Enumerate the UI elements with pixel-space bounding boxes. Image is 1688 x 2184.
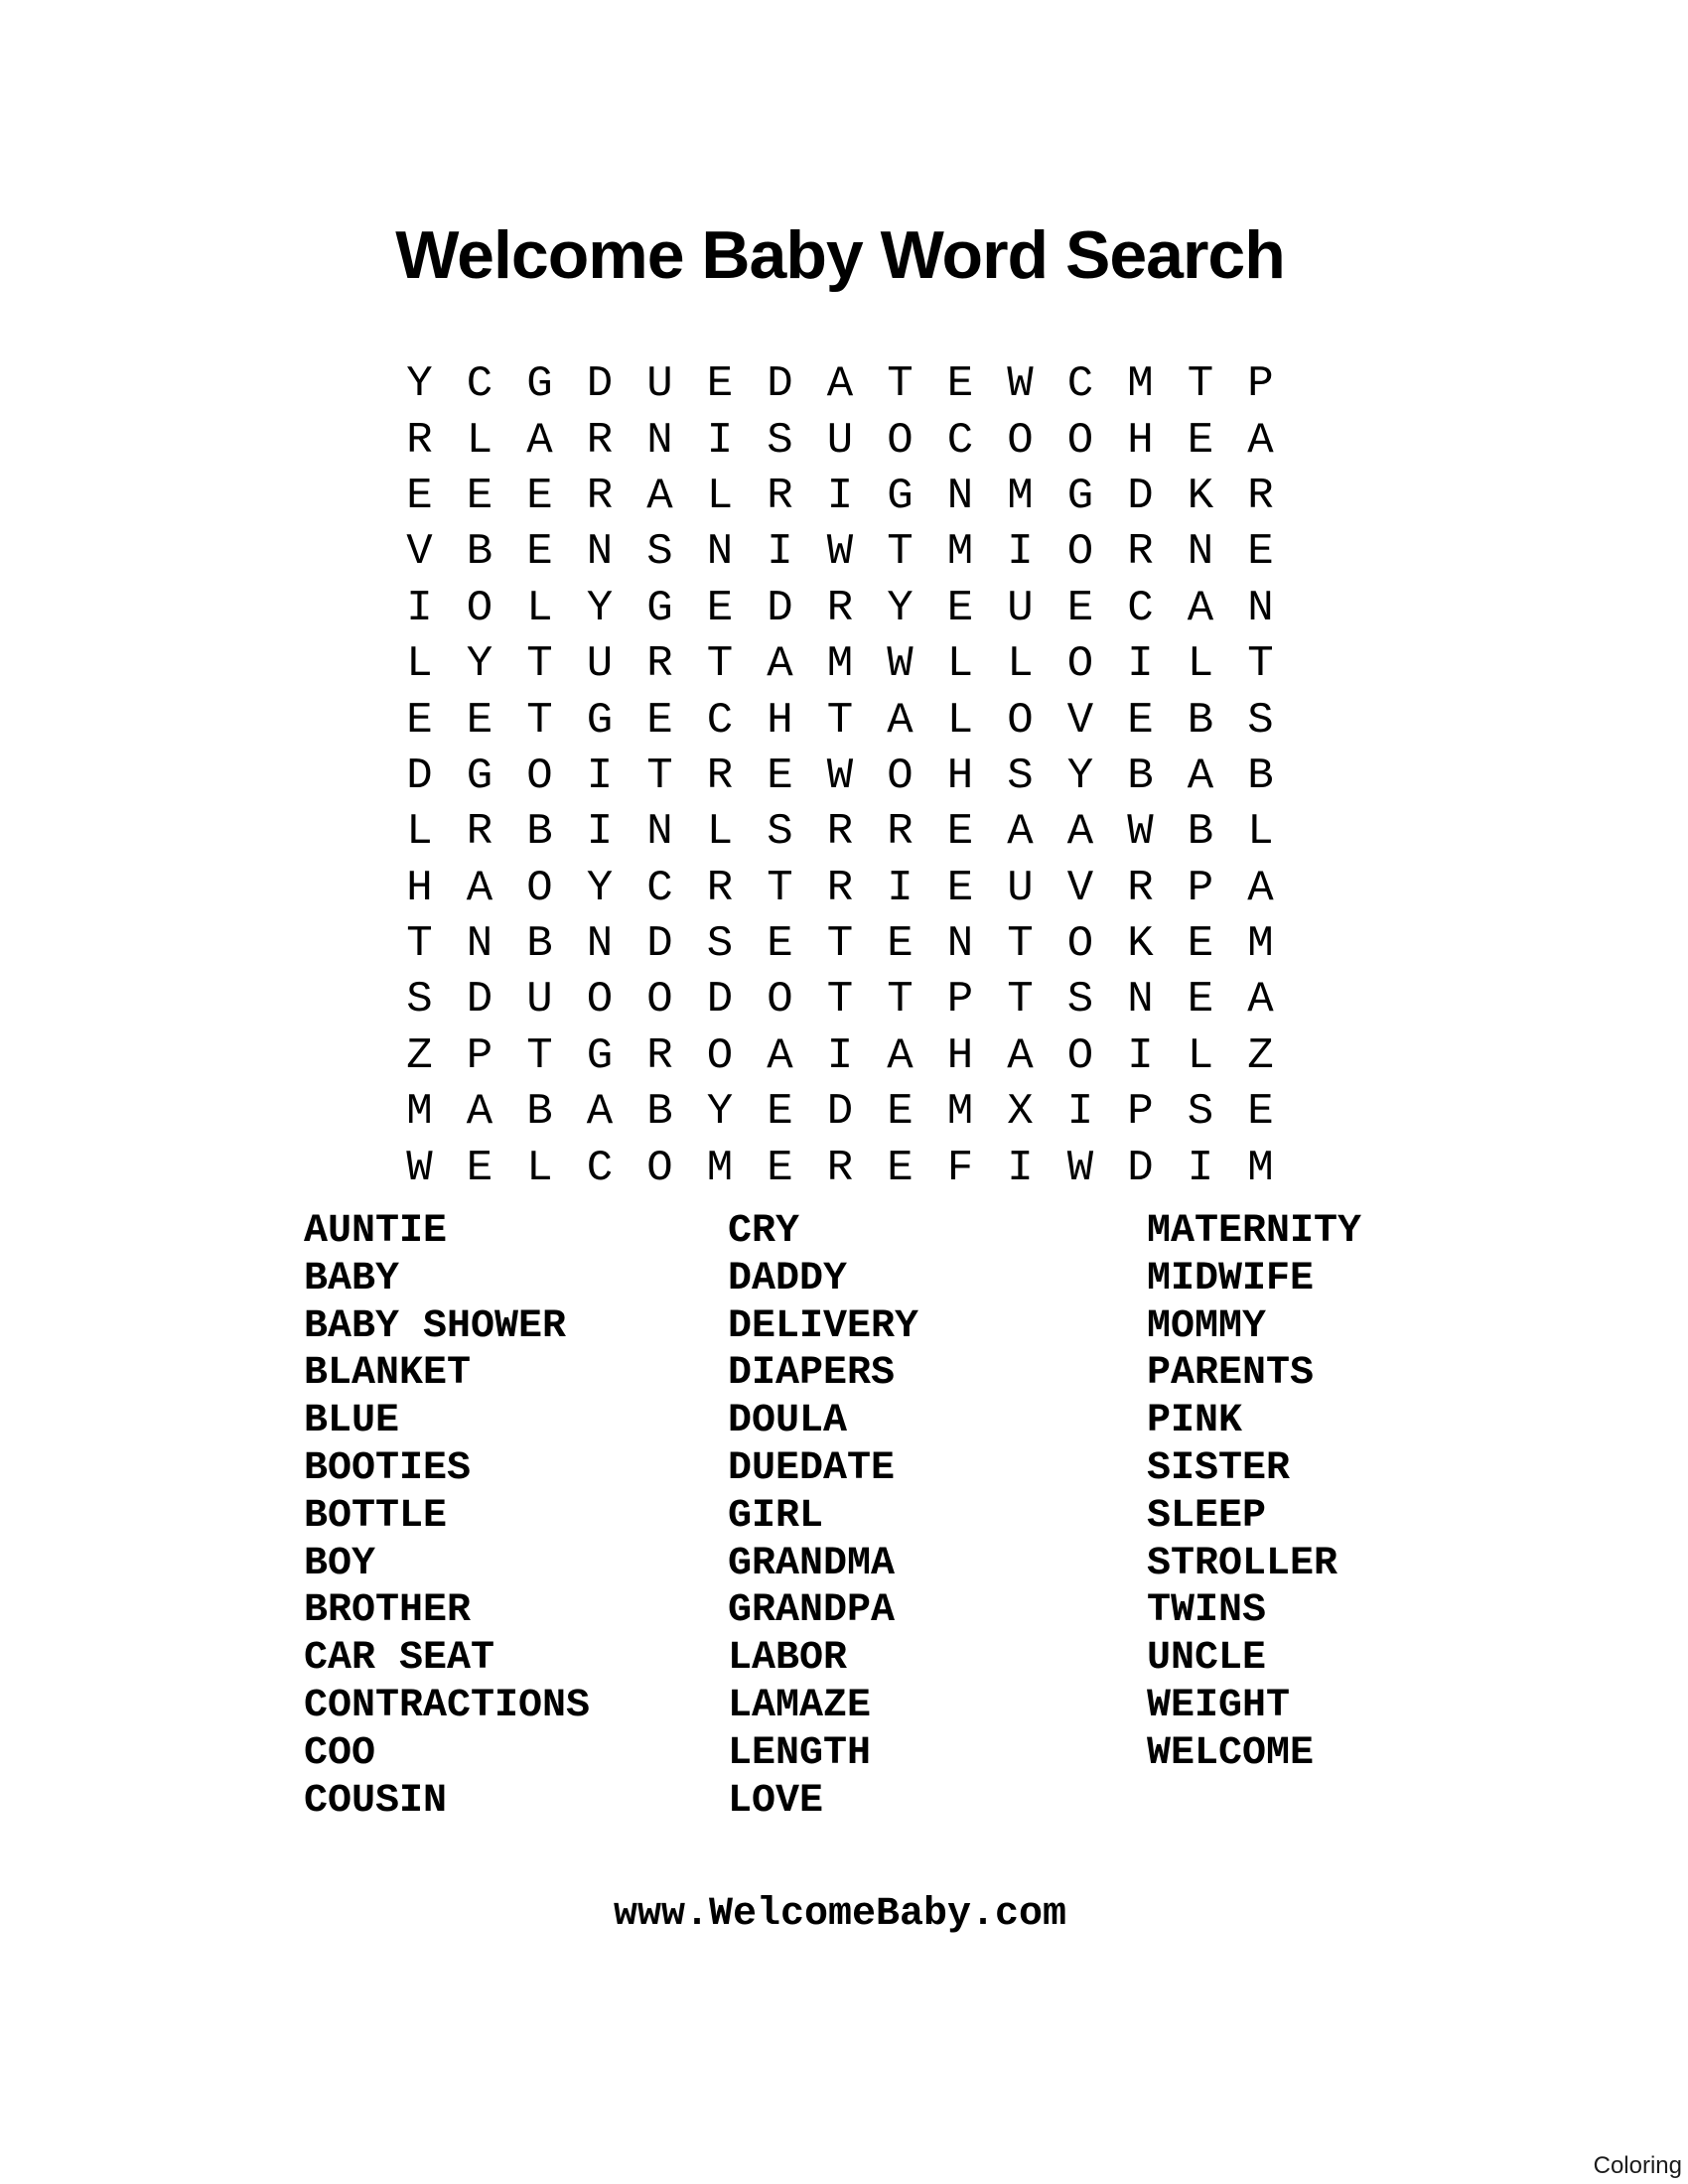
grid-letter: R	[646, 639, 673, 690]
grid-letter: N	[586, 919, 614, 970]
grid-letter: B	[526, 807, 553, 858]
word-list-item: STROLLER	[1147, 1541, 1338, 1586]
grid-letter: A	[767, 1030, 793, 1081]
grid-letter: I	[1066, 1087, 1094, 1138]
grid-letter: M	[1247, 919, 1274, 970]
grid-letter: P	[946, 975, 974, 1025]
grid-letter: E	[466, 695, 493, 746]
grid-letter: A	[1247, 975, 1274, 1025]
grid-letter: O	[1066, 415, 1094, 466]
grid-letter: L	[706, 807, 734, 858]
grid-letter: U	[526, 975, 553, 1025]
word-search-grid	[0, 356, 1680, 1196]
grid-letter: Y	[586, 863, 614, 913]
grid-letter: O	[1066, 527, 1094, 578]
grid-letter: W	[826, 751, 854, 801]
word-list-item: LOVE	[728, 1778, 824, 1824]
grid-letter: T	[1007, 919, 1034, 970]
grid-letter: X	[1007, 1087, 1034, 1138]
grid-letter: D	[646, 919, 673, 970]
grid-letter: R	[406, 415, 433, 466]
grid-letter: F	[946, 1143, 974, 1193]
grid-letter: M	[1247, 1143, 1274, 1193]
grid-letter: A	[1247, 415, 1274, 466]
grid-letter: C	[946, 415, 974, 466]
grid-letter: O	[586, 975, 614, 1025]
grid-letter: C	[586, 1143, 614, 1193]
word-list-item: BABY SHOWER	[304, 1303, 567, 1349]
grid-letter: L	[706, 471, 734, 521]
grid-letter: E	[1247, 527, 1274, 578]
word-list-column-1	[304, 1208, 590, 1825]
grid-letter: L	[526, 1143, 553, 1193]
grid-letter: L	[526, 583, 553, 633]
grid-letter: R	[1127, 863, 1154, 913]
word-list-item: BLANKET	[304, 1351, 472, 1397]
grid-letter: A	[466, 1087, 493, 1138]
word-list-item: TWINS	[1147, 1588, 1267, 1634]
grid-letter: I	[1007, 1143, 1034, 1193]
grid-letter: S	[767, 807, 793, 858]
watermark-label: Coloring	[1593, 2152, 1682, 2179]
grid-letter: B	[526, 1087, 553, 1138]
grid-letter: E	[526, 527, 553, 578]
grid-letter: A	[1247, 863, 1274, 913]
grid-letter: E	[946, 583, 974, 633]
grid-letter: E	[946, 863, 974, 913]
grid-letter: T	[826, 695, 854, 746]
grid-letter: L	[1187, 639, 1214, 690]
grid-row	[389, 861, 1291, 916]
grid-row	[389, 636, 1291, 692]
grid-letter: R	[646, 1030, 673, 1081]
grid-letter: C	[466, 359, 493, 410]
grid-letter: W	[406, 1143, 433, 1193]
grid-letter: T	[526, 695, 553, 746]
grid-letter: E	[887, 919, 914, 970]
grid-letter: E	[466, 1143, 493, 1193]
grid-letter: N	[1127, 975, 1154, 1025]
word-list-item: SISTER	[1147, 1445, 1291, 1491]
grid-letter: S	[1066, 975, 1094, 1025]
grid-letter: A	[1066, 807, 1094, 858]
word-list-item: SLEEP	[1147, 1493, 1267, 1539]
grid-letter: T	[1187, 359, 1214, 410]
grid-row	[389, 804, 1291, 860]
grid-letter: D	[826, 1087, 854, 1138]
grid-letter: I	[767, 527, 793, 578]
grid-letter: D	[466, 975, 493, 1025]
grid-row	[389, 1028, 1291, 1084]
word-list-item: LENGTH	[728, 1730, 872, 1776]
grid-letter: U	[826, 415, 854, 466]
grid-letter: Z	[1247, 1030, 1274, 1081]
grid-letter: T	[887, 359, 914, 410]
grid-letter: H	[1127, 415, 1154, 466]
grid-letter: O	[1007, 695, 1034, 746]
grid-letter: S	[1007, 751, 1034, 801]
grid-letter: R	[767, 471, 793, 521]
grid-letter: E	[1187, 975, 1214, 1025]
word-list-item: BABY	[304, 1256, 400, 1301]
grid-letter: B	[1247, 751, 1274, 801]
word-list-item: COO	[304, 1730, 376, 1776]
grid-letter: V	[406, 527, 433, 578]
grid-letter: M	[1007, 471, 1034, 521]
grid-letter: O	[887, 415, 914, 466]
grid-letter: E	[706, 359, 734, 410]
grid-letter: E	[1187, 415, 1214, 466]
grid-letter: E	[466, 471, 493, 521]
grid-letter: R	[706, 863, 734, 913]
grid-letter: D	[586, 359, 614, 410]
grid-letter: W	[1066, 1143, 1094, 1193]
word-list-item: DELIVERY	[728, 1303, 919, 1349]
grid-letter: C	[706, 695, 734, 746]
grid-letter: M	[946, 527, 974, 578]
grid-letter: O	[1066, 919, 1094, 970]
grid-letter: L	[1187, 1030, 1214, 1081]
grid-letter: D	[1127, 1143, 1154, 1193]
grid-letter: K	[1127, 919, 1154, 970]
word-list-item: BLUE	[304, 1399, 400, 1444]
grid-letter: I	[1127, 639, 1154, 690]
grid-letter: A	[1187, 751, 1214, 801]
word-list-item: MATERNITY	[1147, 1209, 1362, 1254]
grid-letter: A	[887, 695, 914, 746]
grid-letter: U	[1007, 863, 1034, 913]
grid-letter: C	[1127, 583, 1154, 633]
word-list-item: MOMMY	[1147, 1303, 1267, 1349]
grid-letter: O	[646, 975, 673, 1025]
grid-letter: N	[1247, 583, 1274, 633]
grid-letter: O	[466, 583, 493, 633]
word-list-column-2	[728, 1208, 918, 1825]
grid-letter: A	[646, 471, 673, 521]
grid-letter: E	[1247, 1087, 1274, 1138]
grid-letter: B	[1187, 807, 1214, 858]
word-list-item: CAR SEAT	[304, 1636, 495, 1682]
grid-letter: U	[586, 639, 614, 690]
word-list-item: MIDWIFE	[1147, 1256, 1315, 1301]
grid-letter: T	[526, 1030, 553, 1081]
grid-letter: D	[406, 751, 433, 801]
grid-letter: R	[1247, 471, 1274, 521]
grid-letter: E	[1066, 583, 1094, 633]
grid-row	[389, 581, 1291, 636]
grid-letter: C	[1066, 359, 1094, 410]
grid-letter: D	[767, 583, 793, 633]
grid-letter: O	[646, 1143, 673, 1193]
grid-letter: N	[1187, 527, 1214, 578]
grid-letter: P	[1187, 863, 1214, 913]
grid-letter: G	[526, 359, 553, 410]
grid-row	[389, 692, 1291, 748]
grid-letter: R	[826, 1143, 854, 1193]
word-list-item: PINK	[1147, 1399, 1243, 1444]
grid-letter: N	[646, 807, 673, 858]
grid-letter: P	[466, 1030, 493, 1081]
grid-letter: I	[706, 415, 734, 466]
grid-letter: O	[526, 863, 553, 913]
grid-letter: E	[767, 1143, 793, 1193]
grid-letter: E	[767, 751, 793, 801]
grid-letter: H	[767, 695, 793, 746]
grid-letter: R	[826, 807, 854, 858]
word-list-item: BOY	[304, 1541, 376, 1586]
grid-letter: O	[526, 751, 553, 801]
grid-letter: N	[946, 919, 974, 970]
grid-row	[389, 972, 1291, 1027]
grid-letter: B	[466, 527, 493, 578]
grid-letter: E	[406, 471, 433, 521]
grid-letter: T	[1007, 975, 1034, 1025]
grid-letter: T	[887, 527, 914, 578]
grid-letter: O	[1066, 639, 1094, 690]
grid-letter: W	[1007, 359, 1034, 410]
grid-letter: A	[586, 1087, 614, 1138]
grid-letter: B	[646, 1087, 673, 1138]
grid-letter: G	[887, 471, 914, 521]
grid-letter: L	[946, 695, 974, 746]
grid-letter: V	[1066, 695, 1094, 746]
grid-letter: S	[767, 415, 793, 466]
word-list-item: GRANDMA	[728, 1541, 896, 1586]
grid-letter: T	[767, 863, 793, 913]
word-list-item: LAMAZE	[728, 1683, 872, 1728]
grid-letter: T	[826, 975, 854, 1025]
grid-letter: O	[1066, 1030, 1094, 1081]
word-list-item: CONTRACTIONS	[304, 1683, 591, 1728]
grid-letter: T	[406, 919, 433, 970]
grid-letter: L	[1007, 639, 1034, 690]
grid-letter: S	[1247, 695, 1274, 746]
grid-letter: A	[826, 359, 854, 410]
grid-letter: R	[887, 807, 914, 858]
grid-letter: Y	[406, 359, 433, 410]
word-list-item: GIRL	[728, 1493, 824, 1539]
grid-letter: Y	[887, 583, 914, 633]
grid-letter: T	[826, 919, 854, 970]
grid-letter: I	[586, 751, 614, 801]
grid-letter: A	[1007, 1030, 1034, 1081]
grid-letter: G	[646, 583, 673, 633]
grid-letter: N	[466, 919, 493, 970]
grid-letter: E	[946, 359, 974, 410]
grid-letter: L	[466, 415, 493, 466]
grid-letter: R	[1127, 527, 1154, 578]
grid-letter: M	[706, 1143, 734, 1193]
grid-letter: M	[946, 1087, 974, 1138]
grid-letter: O	[1007, 415, 1034, 466]
grid-row	[389, 412, 1291, 468]
grid-letter: G	[586, 695, 614, 746]
word-list-item: WELCOME	[1147, 1730, 1315, 1776]
grid-letter: O	[767, 975, 793, 1025]
grid-letter: Y	[706, 1087, 734, 1138]
grid-letter: N	[586, 527, 614, 578]
grid-letter: O	[706, 1030, 734, 1081]
grid-letter: A	[526, 415, 553, 466]
grid-letter: T	[887, 975, 914, 1025]
grid-letter: Z	[406, 1030, 433, 1081]
grid-letter: I	[826, 1030, 854, 1081]
word-list-item: DUEDATE	[728, 1445, 896, 1491]
grid-row	[389, 356, 1291, 412]
grid-letter: V	[1066, 863, 1094, 913]
grid-row	[389, 524, 1291, 580]
grid-letter: E	[887, 1143, 914, 1193]
grid-letter: E	[1187, 919, 1214, 970]
grid-letter: T	[526, 639, 553, 690]
grid-letter: A	[1187, 583, 1214, 633]
grid-letter: A	[767, 639, 793, 690]
grid-letter: L	[946, 639, 974, 690]
grid-letter: A	[887, 1030, 914, 1081]
word-list-column-3	[1147, 1208, 1361, 1778]
word-list-item: GRANDPA	[728, 1588, 896, 1634]
grid-letter: I	[1007, 527, 1034, 578]
grid-letter: E	[406, 695, 433, 746]
grid-letter: A	[466, 863, 493, 913]
word-list-item: COUSIN	[304, 1778, 448, 1824]
grid-letter: E	[646, 695, 673, 746]
grid-letter: G	[466, 751, 493, 801]
grid-letter: W	[826, 527, 854, 578]
grid-letter: U	[646, 359, 673, 410]
grid-letter: D	[1127, 471, 1154, 521]
grid-letter: N	[946, 471, 974, 521]
grid-letter: R	[466, 807, 493, 858]
grid-letter: T	[706, 639, 734, 690]
grid-letter: K	[1187, 471, 1214, 521]
grid-letter: W	[1127, 807, 1154, 858]
grid-letter: S	[646, 527, 673, 578]
grid-letter: M	[826, 639, 854, 690]
grid-letter: I	[826, 471, 854, 521]
grid-letter: S	[706, 919, 734, 970]
grid-letter: E	[767, 1087, 793, 1138]
grid-letter: U	[1007, 583, 1034, 633]
word-list-item: WEIGHT	[1147, 1683, 1291, 1728]
grid-letter: B	[1187, 695, 1214, 746]
word-list-item: PARENTS	[1147, 1351, 1315, 1397]
word-list-item: AUNTIE	[304, 1209, 448, 1254]
word-list-item: BOOTIES	[304, 1445, 472, 1491]
website-url: www.WelcomeBaby.com	[613, 1892, 1067, 1937]
letter-grid	[389, 356, 1291, 1196]
grid-letter: E	[887, 1087, 914, 1138]
grid-letter: E	[946, 807, 974, 858]
grid-letter: L	[1247, 807, 1274, 858]
grid-letter: G	[1066, 471, 1094, 521]
word-list-item: DOULA	[728, 1399, 848, 1444]
grid-letter: B	[1127, 751, 1154, 801]
word-list-item: CRY	[728, 1209, 800, 1254]
grid-letter: H	[406, 863, 433, 913]
grid-row	[389, 469, 1291, 524]
grid-letter: H	[946, 751, 974, 801]
page-title: Welcome Baby Word Search	[395, 217, 1285, 293]
grid-letter: L	[406, 639, 433, 690]
grid-row	[389, 1084, 1291, 1140]
grid-letter: W	[887, 639, 914, 690]
grid-letter: M	[1127, 359, 1154, 410]
grid-letter: R	[586, 471, 614, 521]
grid-row	[389, 749, 1291, 804]
word-list-item: UNCLE	[1147, 1636, 1267, 1682]
grid-letter: H	[946, 1030, 974, 1081]
grid-letter: A	[1007, 807, 1034, 858]
grid-letter: I	[1187, 1143, 1214, 1193]
grid-letter: T	[646, 751, 673, 801]
grid-letter: I	[406, 583, 433, 633]
grid-letter: R	[826, 863, 854, 913]
grid-letter: E	[1127, 695, 1154, 746]
grid-letter: L	[406, 807, 433, 858]
grid-letter: B	[526, 919, 553, 970]
grid-letter: C	[646, 863, 673, 913]
grid-letter: E	[767, 919, 793, 970]
grid-letter: D	[767, 359, 793, 410]
grid-letter: I	[586, 807, 614, 858]
grid-letter: P	[1127, 1087, 1154, 1138]
word-list-item: DIAPERS	[728, 1351, 896, 1397]
grid-letter: D	[706, 975, 734, 1025]
grid-letter: R	[586, 415, 614, 466]
grid-letter: I	[887, 863, 914, 913]
grid-letter: E	[526, 471, 553, 521]
grid-letter: S	[406, 975, 433, 1025]
grid-letter: P	[1247, 359, 1274, 410]
grid-letter: R	[826, 583, 854, 633]
word-list-item: LABOR	[728, 1636, 848, 1682]
grid-letter: M	[406, 1087, 433, 1138]
grid-letter: S	[1187, 1087, 1214, 1138]
grid-letter: E	[706, 583, 734, 633]
grid-letter: Y	[586, 583, 614, 633]
grid-row	[389, 1140, 1291, 1195]
grid-letter: Y	[1066, 751, 1094, 801]
grid-row	[389, 916, 1291, 972]
word-list-item: BROTHER	[304, 1588, 472, 1634]
grid-letter: N	[646, 415, 673, 466]
grid-letter: N	[706, 527, 734, 578]
grid-letter: R	[706, 751, 734, 801]
word-list-item: DADDY	[728, 1256, 848, 1301]
word-list-item: BOTTLE	[304, 1493, 448, 1539]
grid-letter: T	[1247, 639, 1274, 690]
grid-letter: Y	[466, 639, 493, 690]
grid-letter: O	[887, 751, 914, 801]
grid-letter: I	[1127, 1030, 1154, 1081]
grid-letter: G	[586, 1030, 614, 1081]
